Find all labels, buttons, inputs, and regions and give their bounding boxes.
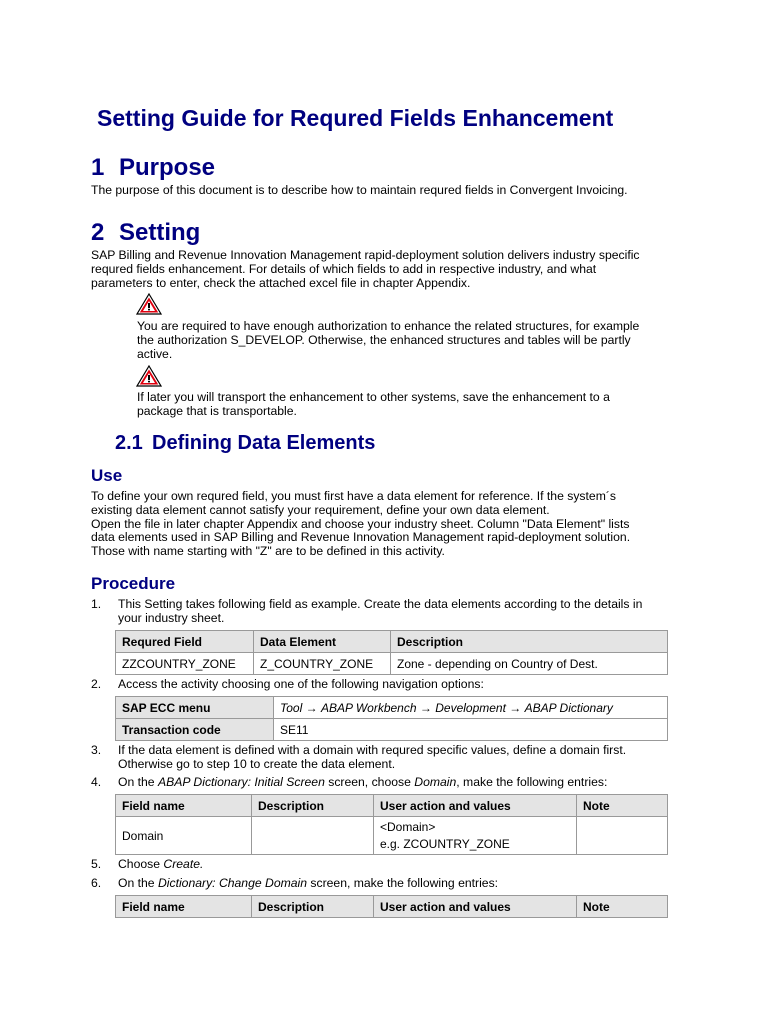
table-header-row (116, 896, 668, 918)
heading-text: Setting (119, 219, 201, 246)
text-line: parameters to enter, check the attached excel file in chapter Appendix. (91, 275, 471, 290)
menu-path-item: ABAP Workbench (320, 700, 417, 715)
table-cell: Z_COUNTRY_ZONE (254, 653, 391, 675)
list-item (91, 776, 681, 790)
column-header: Data Element (254, 631, 391, 653)
table-row (116, 697, 668, 719)
text-line: active. (137, 346, 173, 361)
table-row (116, 653, 668, 675)
column-header: Requred Field (116, 631, 254, 653)
heading-use: Use (91, 466, 123, 485)
menu-path (274, 697, 668, 719)
screen-name: ABAP Dictionary: Initial Screen (157, 775, 325, 789)
text-line: This Setting takes following field as example. Create the data elements according to the details in (118, 597, 643, 611)
column-header: Description (252, 795, 374, 817)
text-line: package that is transportable. (137, 403, 297, 418)
step-text (118, 598, 678, 626)
heading-text: Defining Data Elements (152, 432, 376, 454)
value-line: <Domain> (380, 819, 436, 834)
document-title: Setting Guide for Requred Fields Enhancement (97, 105, 614, 131)
arrow-icon: → (509, 700, 522, 715)
step-text: Access the activity choosing one of the following navigation options: (118, 677, 484, 691)
value-line: e.g. ZCOUNTRY_ZONE (380, 836, 510, 851)
purpose-text: The purpose of this document is to describe how to maintain requred fields in Convergent Invoicing. (91, 183, 628, 197)
menu-path-item: ABAP Dictionary (524, 700, 613, 715)
text-line: requred fields enhancement. For details of which fields to add in respective industry, and what (91, 261, 597, 276)
heading-purpose (91, 154, 215, 182)
step-text (118, 858, 678, 872)
required-field-table (115, 630, 668, 675)
column-header: Note (577, 795, 668, 817)
list-item (91, 877, 681, 891)
text-line: Otherwise go to step 10 to create the data element. (118, 756, 396, 771)
heading-procedure: Procedure (91, 574, 176, 593)
heading-text: Purpose (119, 154, 216, 181)
heading-number: 2 (91, 219, 105, 246)
text-fragment: On the (118, 775, 158, 789)
table-cell (252, 817, 374, 855)
column-header: Description (391, 631, 668, 653)
list-item (91, 598, 681, 626)
text-fragment: Choose (118, 857, 164, 871)
table-header-row (116, 795, 668, 817)
table-header-row (116, 631, 668, 653)
menu-label: SAP ECC menu (116, 697, 274, 719)
table-cell: Zone - depending on Country of Dest. (391, 653, 668, 675)
text-line: Open the file in later chapter Appendix and choose your industry sheet. Column "Data Element" lists (91, 516, 630, 531)
text-line: the authorization S_DEVELOP. Otherwise, the enhanced structures and tables will be partly (137, 332, 631, 347)
column-header: Description (252, 896, 374, 918)
action-name: Create. (163, 857, 204, 871)
step-text (118, 776, 678, 790)
step-text (118, 877, 678, 891)
heading-number: 2.1 (115, 432, 143, 454)
step-number: 1. (91, 597, 102, 611)
step-text (118, 744, 678, 772)
text-line: existing data element cannot satisfy your requirement, define your own data element. (91, 502, 550, 517)
setting-intro (91, 249, 640, 290)
text-line: data elements used in SAP Billing and Revenue Innovation Management rapid-deployment solution. (91, 530, 631, 545)
step-number: 3. (91, 743, 102, 757)
arrow-icon: → (305, 700, 318, 715)
text-line: SAP Billing and Revenue Innovation Management rapid-deployment solution delivers industry specific (91, 248, 640, 262)
step-number: 5. (91, 857, 102, 871)
text-line: If later you will transport the enhancement to other systems, save the enhancement to a (137, 390, 610, 404)
step-number: 6. (91, 876, 102, 890)
warning-icon (136, 293, 162, 315)
column-header: Note (577, 896, 668, 918)
column-header: User action and values (374, 795, 577, 817)
change-domain-table (115, 895, 668, 918)
step-number: 2. (91, 677, 102, 691)
table-cell (374, 817, 577, 855)
table-row (116, 719, 668, 741)
text-fragment: screen, choose (324, 775, 415, 789)
text-line: To define your own requred field, you must first have a data element for reference. If the system´s (91, 489, 616, 503)
menu-path-item: Development (435, 700, 506, 715)
table-cell: ZZCOUNTRY_ZONE (116, 653, 254, 675)
screen-name: Dictionary: Change Domain (157, 876, 308, 890)
text-fragment: , make the following entries: (456, 775, 608, 789)
column-header: User action and values (374, 896, 577, 918)
column-header: Field name (116, 795, 252, 817)
warning-icon (136, 365, 162, 387)
column-header: Field name (116, 896, 252, 918)
domain-entries-table (115, 794, 668, 855)
text-line: your industry sheet. (118, 610, 225, 625)
menu-path-item: Tool (280, 700, 303, 715)
option-name: Domain (414, 775, 457, 789)
table-row (116, 817, 668, 855)
warning-transport-text (137, 391, 610, 419)
text-line: Those with name starting with "Z" are to be defined in this activity. (91, 544, 445, 559)
list-item (91, 744, 681, 772)
transaction-code-value: SE11 (274, 719, 668, 741)
heading-setting (91, 219, 200, 247)
list-item (91, 678, 681, 692)
arrow-icon: → (419, 700, 432, 715)
text-fragment: screen, make the following entries: (307, 876, 499, 890)
heading-number: 1 (91, 154, 105, 181)
text-fragment: On the (118, 876, 158, 890)
table-cell (577, 817, 668, 855)
text-line: If the data element is defined with a domain with requred specific values, define a domain first. (118, 743, 627, 757)
heading-defining-data-elements (115, 432, 375, 455)
warning-authorization-text (137, 320, 639, 361)
text-line: You are required to have enough authorization to enhance the related structures, for example (137, 319, 640, 333)
use-text (91, 490, 630, 559)
table-cell: Domain (116, 817, 252, 855)
list-item (91, 858, 681, 872)
navigation-options-table (115, 696, 668, 741)
transaction-code-label: Transaction code (116, 719, 274, 741)
step-number: 4. (91, 775, 102, 789)
